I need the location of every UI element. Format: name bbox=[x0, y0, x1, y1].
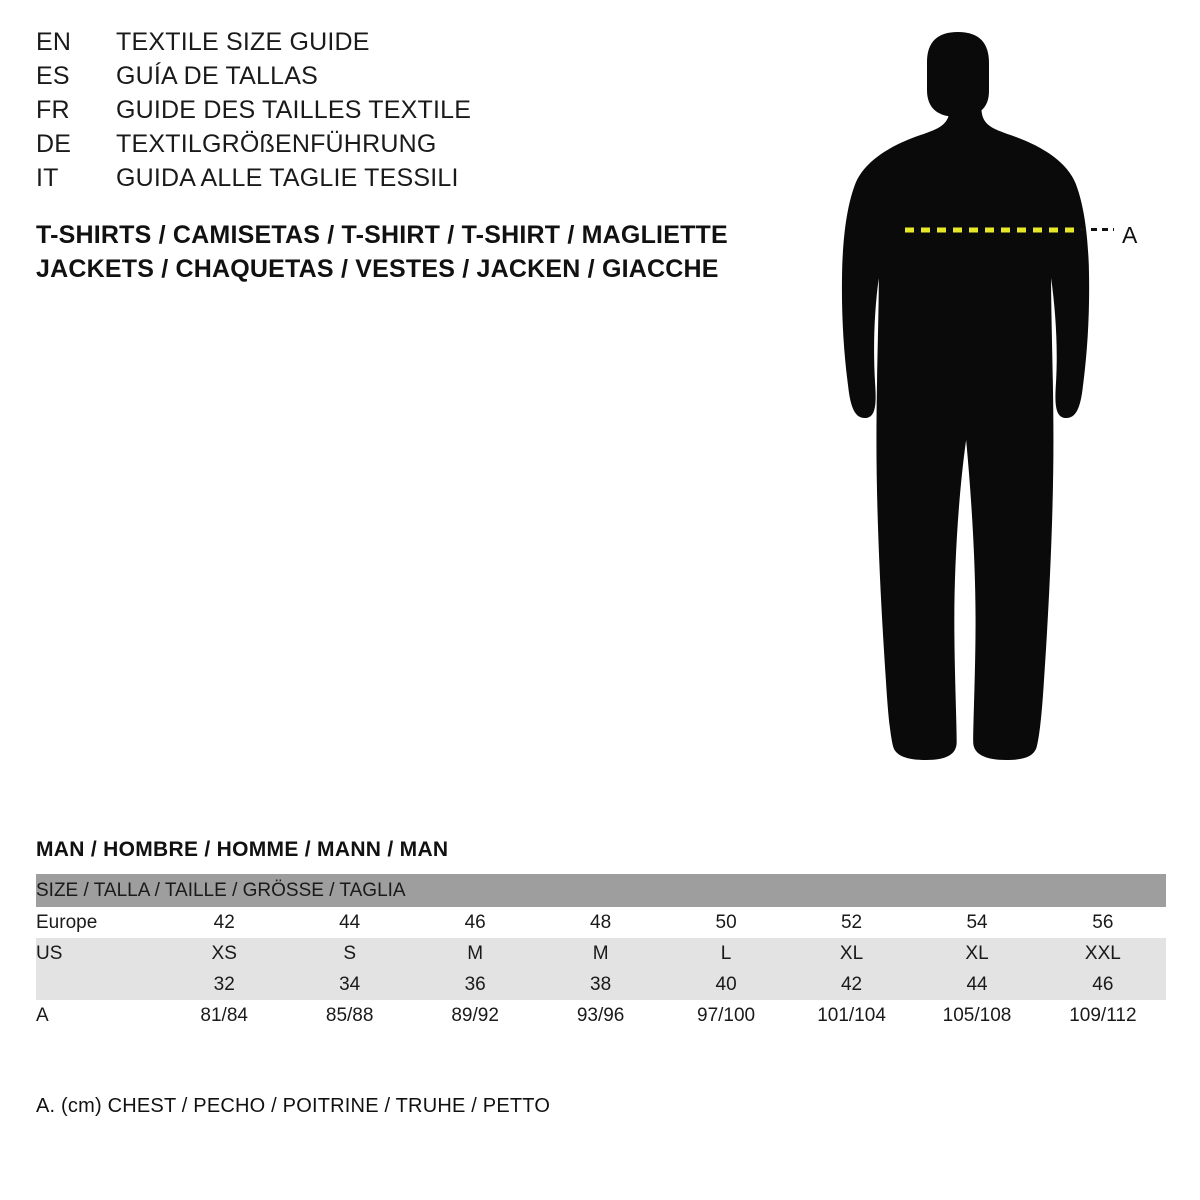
row-value: 105/108 bbox=[914, 1000, 1039, 1031]
table-row bbox=[36, 938, 1166, 969]
row-value: 44 bbox=[287, 907, 412, 938]
language-code: ES bbox=[36, 62, 70, 90]
row-value: 38 bbox=[538, 969, 663, 1000]
row-value: 109/112 bbox=[1040, 1000, 1166, 1031]
row-label bbox=[36, 969, 161, 1000]
table-row bbox=[36, 969, 1166, 1000]
measure-leader-line bbox=[1080, 228, 1114, 231]
language-row bbox=[36, 62, 756, 96]
row-label: A bbox=[36, 1000, 161, 1031]
category-line-jackets: JACKETS / CHAQUETAS / VESTES / JACKEN / GIACCHE bbox=[36, 255, 719, 283]
row-value: 46 bbox=[412, 907, 537, 938]
row-value: 42 bbox=[161, 907, 286, 938]
male-silhouette-icon bbox=[820, 20, 1180, 780]
row-value: 97/100 bbox=[663, 1000, 788, 1031]
row-value: S bbox=[287, 938, 412, 969]
language-row bbox=[36, 164, 756, 198]
row-value: 44 bbox=[914, 969, 1039, 1000]
table-row bbox=[36, 907, 1166, 938]
measure-label-a: A bbox=[1122, 222, 1138, 248]
chest-measure-line bbox=[900, 222, 1090, 238]
language-list bbox=[36, 28, 756, 198]
language-code: DE bbox=[36, 130, 72, 158]
row-value: XL bbox=[789, 938, 914, 969]
size-table-section bbox=[36, 838, 1166, 1031]
language-code: IT bbox=[36, 164, 59, 192]
category-list bbox=[36, 218, 796, 286]
language-text: GUIDE DES TAILLES TEXTILE bbox=[116, 96, 472, 124]
row-value: XXL bbox=[1040, 938, 1166, 969]
language-code: EN bbox=[36, 28, 72, 56]
row-value: 36 bbox=[412, 969, 537, 1000]
row-value: 46 bbox=[1040, 969, 1166, 1000]
language-text: GUIDA ALLE TAGLIE TESSILI bbox=[116, 164, 459, 192]
row-value: 52 bbox=[789, 907, 914, 938]
row-value: 42 bbox=[789, 969, 914, 1000]
body-silhouette-figure bbox=[820, 20, 1180, 780]
language-row bbox=[36, 96, 756, 130]
row-value: 85/88 bbox=[287, 1000, 412, 1031]
language-text: GUÍA DE TALLAS bbox=[116, 62, 318, 90]
language-text: TEXTILE SIZE GUIDE bbox=[116, 28, 370, 56]
language-row bbox=[36, 130, 756, 164]
row-value: M bbox=[538, 938, 663, 969]
language-row bbox=[36, 28, 756, 62]
row-value: 34 bbox=[287, 969, 412, 1000]
row-label: Europe bbox=[36, 907, 161, 938]
row-value: 48 bbox=[538, 907, 663, 938]
row-value: M bbox=[412, 938, 537, 969]
row-value: XS bbox=[161, 938, 286, 969]
row-value: XL bbox=[914, 938, 1039, 969]
table-header-label: SIZE / TALLA / TAILLE / GRÖSSE / TAGLIA bbox=[36, 874, 1166, 907]
row-value: 93/96 bbox=[538, 1000, 663, 1031]
row-value: 81/84 bbox=[161, 1000, 286, 1031]
table-header-row bbox=[36, 874, 1166, 907]
size-table bbox=[36, 874, 1166, 1031]
row-value: 32 bbox=[161, 969, 286, 1000]
row-value: 40 bbox=[663, 969, 788, 1000]
table-footnote: A. (cm) CHEST / PECHO / POITRINE / TRUHE / PETTO bbox=[36, 1095, 551, 1117]
language-code: FR bbox=[36, 96, 70, 124]
row-value: L bbox=[663, 938, 788, 969]
row-value: 89/92 bbox=[412, 1000, 537, 1031]
row-value: 56 bbox=[1040, 907, 1166, 938]
row-value: 54 bbox=[914, 907, 1039, 938]
category-line-tshirts: T-SHIRTS / CAMISETAS / T-SHIRT / T-SHIRT / MAGLIETTE bbox=[36, 221, 728, 249]
row-value: 50 bbox=[663, 907, 788, 938]
row-label: US bbox=[36, 938, 161, 969]
language-text: TEXTILGRÖßENFÜHRUNG bbox=[116, 130, 437, 158]
table-group-title: MAN / HOMBRE / HOMME / MANN / MAN bbox=[36, 838, 449, 861]
row-value: 101/104 bbox=[789, 1000, 914, 1031]
table-row bbox=[36, 1000, 1166, 1031]
